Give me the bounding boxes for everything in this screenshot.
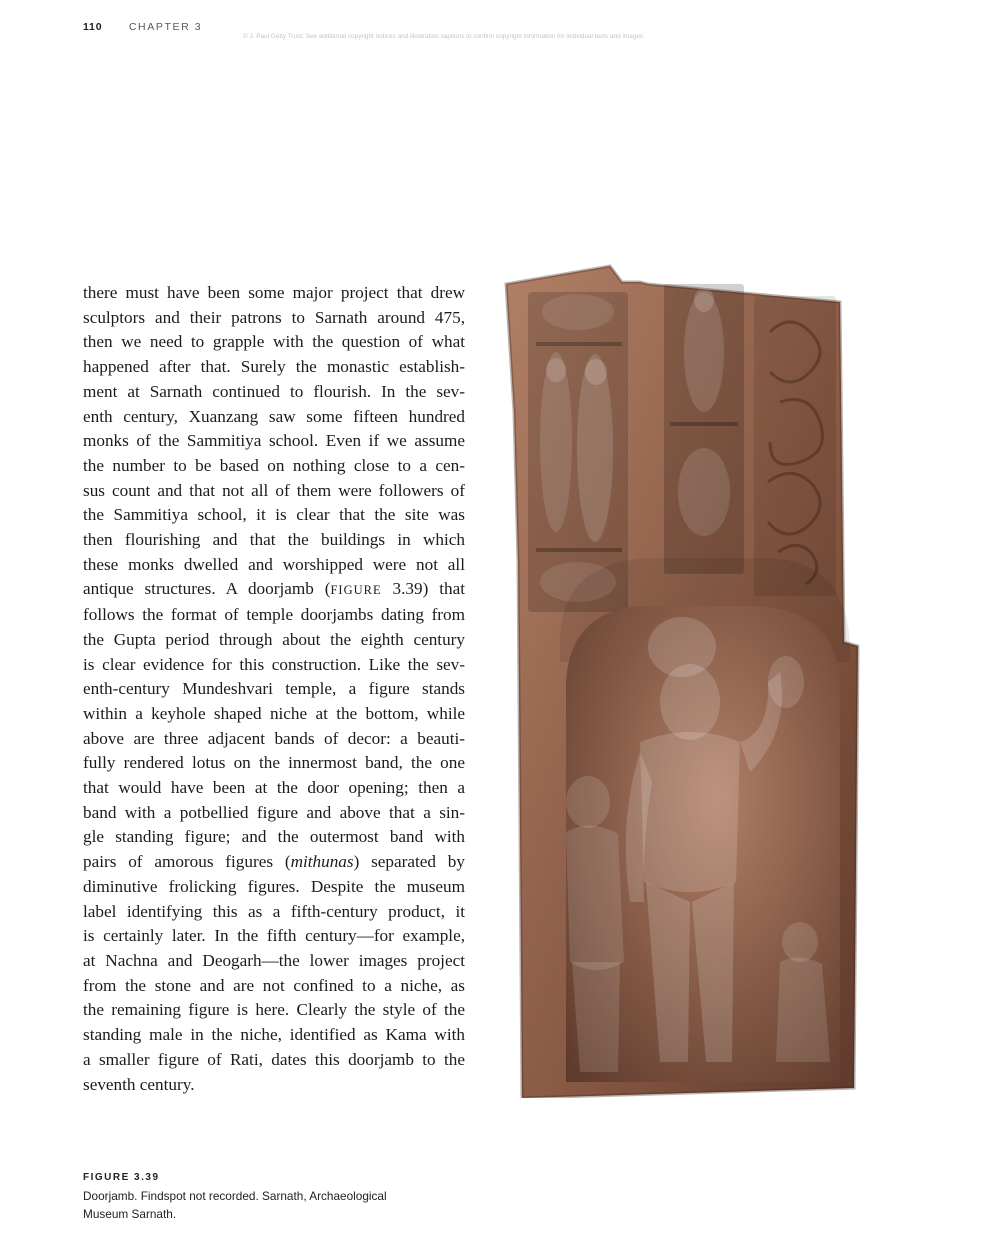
text-line: is certainly later. In the fifth century—for example,	[83, 926, 465, 946]
text-line	[83, 577, 465, 603]
figure-reference: FIGURE	[330, 583, 382, 598]
text-line: fully rendered lotus on the innermost band, the one	[83, 753, 465, 773]
text-line: the remaining figure is here. Clearly the style of the	[83, 1000, 465, 1020]
text-line: gle standing figure; and the outermost band with	[83, 827, 465, 847]
text-line: that would have been at the door opening; then a	[83, 778, 465, 798]
text-fragment: 3.39) that	[381, 579, 465, 599]
text-line: label identifying this as a fifth-century product, it	[83, 901, 465, 921]
doorjamb-figure	[500, 262, 862, 1098]
text-line: enth century, Xuanzang saw some fifteen hundred	[83, 406, 465, 426]
text-line: a smaller figure of Rati, dates this doorjamb to the	[83, 1049, 465, 1069]
body-paragraph	[83, 281, 465, 1097]
text-line: these monks dwelled and worshipped were not all	[83, 554, 465, 574]
text-line: sculptors and their patrons to Sarnath around 475,	[83, 307, 465, 327]
chapter-label: CHAPTER 3	[128, 21, 203, 33]
text-line: sus count and that not all of them were followers of	[83, 480, 465, 500]
lotus-flower-held	[768, 656, 804, 708]
text-line: ment at Sarnath continued to flourish. In the sev-	[83, 381, 465, 401]
text-line: follows the format of temple doorjambs dating from	[83, 605, 465, 625]
text-line: happened after that. Surely the monastic establish-	[83, 357, 465, 377]
text-line: from the stone and are not confined to a niche, as	[83, 975, 465, 995]
text-line: enth-century Mundeshvari temple, a figure stands	[83, 679, 465, 699]
italic-term: mithunas	[290, 852, 354, 872]
text-line: standing male in the niche, identified as Kama with	[83, 1025, 465, 1045]
running-head	[83, 21, 202, 33]
text-line: at Nachna and Deogarh—the lower images project	[83, 950, 465, 970]
text-line: there must have been some major project that drew	[83, 283, 465, 302]
text-fragment: antique structures. A doorjamb (	[83, 579, 331, 599]
text-line: monks of the Sammitiya school. Even if we assume	[83, 431, 465, 451]
text-line: the Gupta period through about the eighth century	[83, 629, 465, 649]
text-line: then we need to grapple with the question of what	[83, 332, 465, 352]
caption-line: Doorjamb. Findspot not recorded. Sarnath, Archaeological	[83, 1189, 387, 1203]
copyright-notice: © J. Paul Getty Trust: See additional copyright notices and illustration captions to confirm copyright information for individual texts and images	[243, 33, 644, 40]
doorjamb-image	[500, 262, 862, 1098]
text-line	[83, 850, 465, 875]
potbellied-figure	[678, 448, 730, 536]
text-fragment: ) separated by	[353, 852, 465, 872]
text-fragment: pairs of amorous figures (	[83, 852, 291, 872]
text-line: band with a potbellied figure and above that a sin-	[83, 802, 465, 822]
text-line: the number to be based on nothing close to a cen-	[83, 455, 465, 475]
text-line: is clear evidence for this construction. Like the sev-	[83, 654, 465, 674]
figure-label: FIGURE 3.39	[83, 1172, 160, 1183]
text-line: the Sammitiya school, it is clear that the site was	[83, 505, 465, 525]
text-line: above are three adjacent bands of decor: a beauti-	[83, 728, 465, 748]
caption-line: Museum Sarnath.	[83, 1207, 177, 1221]
page-number: 110	[83, 21, 103, 33]
figure-caption	[83, 1172, 443, 1223]
text-line: within a keyhole shaped niche at the bottom, while	[83, 703, 465, 723]
text-line: diminutive frolicking figures. Despite the museum	[83, 876, 465, 896]
text-line: seventh century.	[83, 1074, 195, 1094]
frolicking-figures-top	[542, 294, 614, 330]
text-line: then flourishing and that the buildings in which	[83, 530, 465, 550]
lotus-band	[754, 296, 836, 596]
